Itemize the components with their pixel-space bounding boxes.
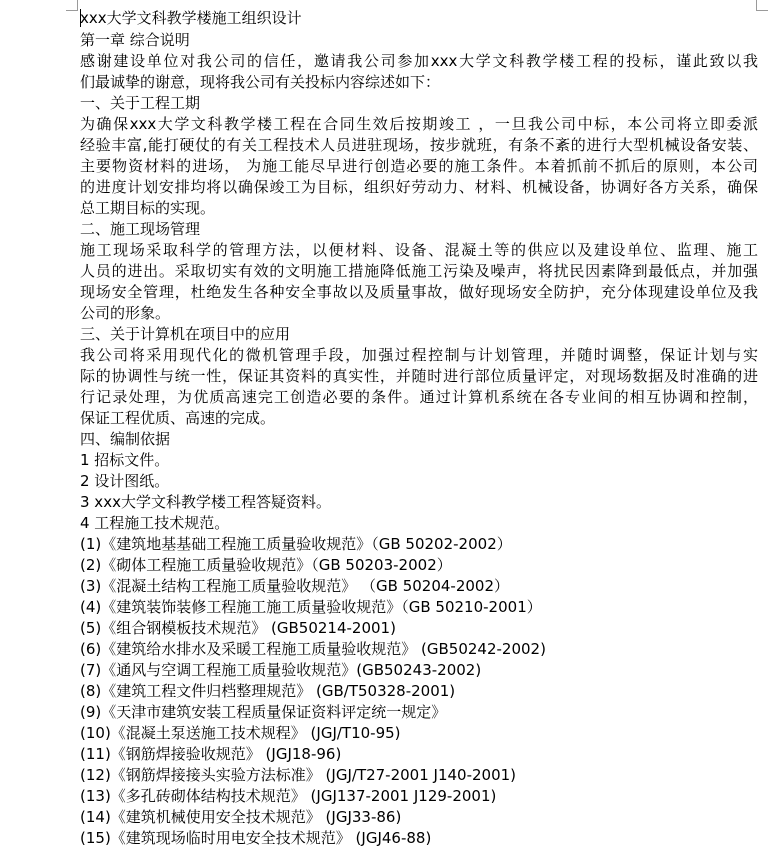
paragraph-line[interactable]: 行记录处理，为优质高速完工创造必要的条件。通过计算机系统在各专业间的相互协调和控制， xyxy=(80,388,758,406)
paragraph-line[interactable]: 现场安全管理，杜绝发生各种安全事故以及质量事故，做好现场安全防护，充分体现建设单位及我 xyxy=(80,283,758,301)
crop-mark-top-right xyxy=(756,0,768,11)
document-title[interactable]: xxx大学文科教学楼施工组织设计 xyxy=(80,9,302,27)
standard-item[interactable]: (3)《混凝土结构工程施工质量验收规范》 （GB 50204-2002） xyxy=(80,577,510,595)
paragraph-line[interactable]: 为确保xxx大学文科教学楼工程在合同生效后按期竣工 ，一旦我公司中标，本公司将立即委派 xyxy=(80,115,758,133)
standard-item[interactable]: (9)《天津市建筑安装工程质量保证资料评定统一规定》 xyxy=(80,703,447,721)
list-item[interactable]: 2 设计图纸。 xyxy=(80,472,170,490)
paragraph-line[interactable]: 总工期目标的实现。 xyxy=(80,199,216,217)
standard-item[interactable]: (10)《混凝土泵送施工技术规程》 (JGJ/T10-95) xyxy=(80,724,401,742)
paragraph-line[interactable]: 施工现场采取科学的管理方法，以便材料、设备、混凝土等的供应以及建设单位、监理、施工 xyxy=(80,241,758,259)
paragraph-line[interactable]: 的进度计划安排均将以确保竣工为目标，组织好劳动力、材料、机械设备，协调好各方关系，确保 xyxy=(80,178,758,196)
crop-mark-top-left xyxy=(66,0,78,11)
paragraph-line[interactable]: 际的协调性与统一性，保证其资料的真实性，并随时进行部位质量评定，对现场数据及时准确的进 xyxy=(80,367,758,385)
standard-item[interactable]: (11)《钢筋焊接验收规范》 (JGJ18-96) xyxy=(80,745,342,763)
standard-item[interactable]: (14)《建筑机械使用安全技术规范》 (JGJ33-86) xyxy=(80,808,402,826)
intro-line[interactable]: 感谢建设单位对我公司的信任，邀请我公司参加xxx大学文科教学楼工程的投标，谨此致以我 xyxy=(80,52,758,70)
section-heading[interactable]: 四、编制依据 xyxy=(80,430,171,448)
list-item[interactable]: 1 招标文件。 xyxy=(80,451,170,469)
chapter-heading[interactable]: 第一章 综合说明 xyxy=(80,31,190,49)
standard-item[interactable]: (15)《建筑现场临时用电安全技术规范》 (JGJ46-88) xyxy=(80,829,432,847)
standard-item[interactable]: (2)《砌体工程施工质量验收规范》（GB 50203-2002） xyxy=(80,556,452,574)
section-heading[interactable]: 一、关于工程工期 xyxy=(80,94,201,112)
intro-line[interactable]: 们最诚挚的谢意，现将我公司有关投标内容综述如下： xyxy=(80,73,441,91)
list-item[interactable]: 3 xxx大学文科教学楼工程答疑资料。 xyxy=(80,493,331,511)
paragraph-line[interactable]: 保证工程优质、高速的完成。 xyxy=(80,409,276,427)
paragraph-line[interactable]: 人员的进出。采取切实有效的文明施工措施降低施工污染及噪声，将扰民因素降到最低点，并加强 xyxy=(80,262,758,280)
paragraph-line[interactable]: 公司的形象。 xyxy=(80,304,171,322)
paragraph-line[interactable]: 经验丰富,能打硬仗的有关工程技术人员进驻现场，按步就班，有条不紊的进行大型机械设备安装、 xyxy=(80,136,758,154)
paragraph-line[interactable]: 主要物资材料的进场， 为施工能尽早进行创造必要的施工条件。本着抓前不抓后的原则，本公司 xyxy=(80,157,758,175)
standard-item[interactable]: (13)《多孔砖砌体结构技术规范》 (JGJ137-2001 J129-2001) xyxy=(80,787,497,805)
standard-item[interactable]: (5)《组合钢模板技术规范》 (GB50214-2001) xyxy=(80,619,396,637)
standard-item[interactable]: (1)《建筑地基基础工程施工质量验收规范》（GB 50202-2002） xyxy=(80,535,512,553)
paragraph-line[interactable]: 我公司将采用现代化的微机管理手段，加强过程控制与计划管理，并随时调整，保证计划与实 xyxy=(80,346,758,364)
standard-item[interactable]: (12)《钢筋焊接接头实验方法标准》 (JGJ/T27-2001 J140-2001) xyxy=(80,766,517,784)
section-heading[interactable]: 二、施工现场管理 xyxy=(80,220,201,238)
section-heading[interactable]: 三、关于计算机在项目中的应用 xyxy=(80,325,291,343)
standard-item[interactable]: (7)《通风与空调工程施工质量验收规范》(GB50243-2002) xyxy=(80,661,482,679)
standard-item[interactable]: (6)《建筑给水排水及采暖工程施工质量验收规范》 (GB50242-2002) xyxy=(80,640,546,658)
standard-item[interactable]: (4)《建筑装饰装修工程施工施工质量验收规范》（GB 50210-2001） xyxy=(80,598,542,616)
standard-item[interactable]: (8)《建筑工程文件归档整理规范》 (GB/T50328-2001) xyxy=(80,682,456,700)
list-item[interactable]: 4 工程施工技术规范。 xyxy=(80,514,230,532)
